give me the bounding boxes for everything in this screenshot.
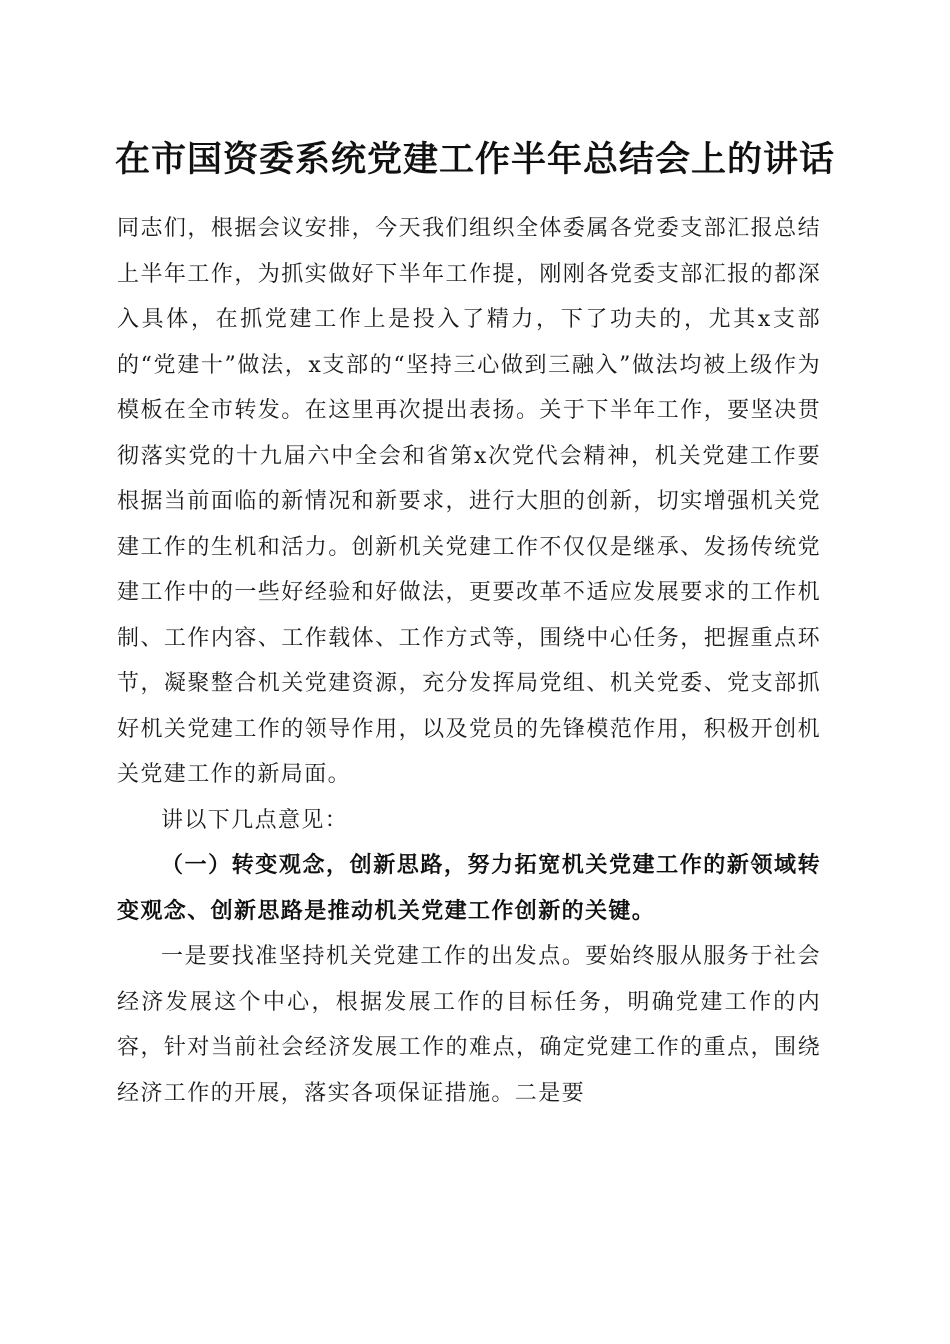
section-heading-1: （一）转变观念，创新思路，努力拓宽机关党建工作的新领域转变观念、创新思路是推动机关党建工作创新的关键。 [117, 852, 821, 924]
paragraph-intro-points: 讲以下几点意见： [161, 807, 349, 833]
paragraph-point-1: 一是要找准坚持机关党建工作的出发点。要始终服从服务于社会经济发展这个中心，根据发展工作的目标任务，明确党建工作的内容，针对当前社会经济发展工作的难点，确定党建工作的重点，围绕经济工作的开展，落实各项保证措施。二是要 [117, 944, 821, 1106]
document-title: 在市国资委系统党建工作半年总结会上的讲话 [114, 139, 835, 180]
document-body [117, 206, 821, 1116]
paragraph-opening: 同志们，根据会议安排，今天我们组织全体委属各党委支部汇报总结上半年工作，为抓实做好下半年工作提，刚刚各党委支部汇报的都深入具体，在抓党建工作上是投入了精力，下了功夫的，尤其x支部的“党建十”做法，x支部的“坚持三心做到三融入”做法均被上级作为模板在全市转发。在这里再次提出表扬。关于下半年工作，要坚决贯彻落实党的十九届六中全会和省第x次党代会精神，机关党建工作要根据当前面临的新情况和新要求，进行大胆的创新，切实增强机关党建工作的生机和活力。创新机关党建工作不仅仅是继承、发扬传统党建工作中的一些好经验和好做法，更要改革不适应发展要求的工作机制、工作内容、工作载体、工作方式等，围绕中心任务，把握重点环节，凝聚整合机关党建资源，充分发挥局党组、机关党委、党支部抓好机关党建工作的领导作用，以及党员的先锋模范作用，积极开创机关党建工作的新局面。 [117, 216, 821, 787]
